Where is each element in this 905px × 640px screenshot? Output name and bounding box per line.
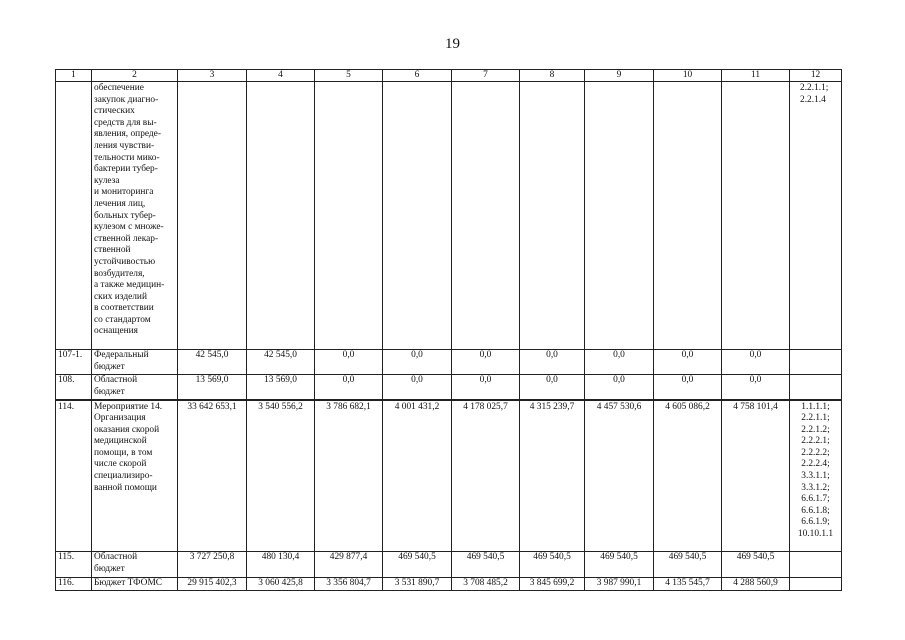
value-cell: 33 642 653,1 [178, 400, 247, 552]
value-cell: 4 135 545,7 [654, 578, 722, 591]
row-number: 114. [56, 400, 92, 552]
value-cell [247, 82, 315, 350]
header-cell: 8 [520, 70, 585, 82]
row-number: 107-1. [56, 350, 92, 375]
row-description: обеспечение закупок диагно- стических средств для вы- явления, опреде- ления чувстви- тельности мико- бактерии тубер- кулеза и мониторинга лечения лиц, больных тубер- кулезом с множе- ственной лекар- ственной устойчивостью возбудителя, а также медицин- ских изделий в соответствии со стандартом оснащения [92, 82, 178, 350]
value-cell: 42 545,0 [178, 350, 247, 375]
header-cell: 9 [585, 70, 654, 82]
indicator-codes [790, 350, 842, 375]
header-cell: 2 [92, 70, 178, 82]
table-row [56, 375, 842, 400]
header-cell: 10 [654, 70, 722, 82]
header-cell: 11 [722, 70, 790, 82]
value-cell: 469 540,5 [520, 552, 585, 578]
value-cell: 480 130,4 [247, 552, 315, 578]
value-cell: 4 178 025,7 [452, 400, 520, 552]
value-cell: 0,0 [654, 375, 722, 400]
row-number: 116. [56, 578, 92, 591]
indicator-codes: 2.2.1.1; 2.2.1.4 [790, 82, 842, 350]
header-cell: 7 [452, 70, 520, 82]
value-cell: 469 540,5 [722, 552, 790, 578]
value-cell [383, 82, 452, 350]
value-cell: 0,0 [520, 375, 585, 400]
value-cell: 0,0 [585, 350, 654, 375]
value-cell: 0,0 [722, 350, 790, 375]
value-cell: 4 315 239,7 [520, 400, 585, 552]
value-cell: 3 987 990,1 [585, 578, 654, 591]
indicator-codes [790, 578, 842, 591]
value-cell: 0,0 [315, 350, 383, 375]
table-row [56, 578, 842, 591]
value-cell: 0,0 [383, 350, 452, 375]
row-description: Областной бюджет [92, 552, 178, 578]
budget-table [55, 69, 842, 591]
header-cell: 4 [247, 70, 315, 82]
header-cell: 12 [790, 70, 842, 82]
value-cell: 3 727 250,8 [178, 552, 247, 578]
value-cell [520, 82, 585, 350]
value-cell [452, 82, 520, 350]
value-cell [585, 82, 654, 350]
value-cell: 0,0 [315, 375, 383, 400]
value-cell [315, 82, 383, 350]
value-cell: 469 540,5 [383, 552, 452, 578]
value-cell: 3 356 804,7 [315, 578, 383, 591]
value-cell: 4 001 431,2 [383, 400, 452, 552]
indicator-codes [790, 552, 842, 578]
table-row [56, 552, 842, 578]
value-cell: 0,0 [654, 350, 722, 375]
header-cell: 3 [178, 70, 247, 82]
value-cell: 13 569,0 [178, 375, 247, 400]
value-cell: 469 540,5 [452, 552, 520, 578]
row-description: Мероприятие 14. Организация оказания скорой медицинской помощи, в том числе скорой специализиро- ванной помощи [92, 400, 178, 552]
header-cell: 5 [315, 70, 383, 82]
row-description: Федеральный бюджет [92, 350, 178, 375]
value-cell: 13 569,0 [247, 375, 315, 400]
value-cell: 0,0 [452, 375, 520, 400]
value-cell: 0,0 [722, 375, 790, 400]
value-cell: 469 540,5 [585, 552, 654, 578]
indicator-codes: 1.1.1.1; 2.2.1.1; 2.2.1.2; 2.2.2.1; 2.2.2.2; 2.2.2.4; 3.3.1.1; 3.3.1.2; 6.6.1.7; 6.6.1.8; 6.6.1.9; 10.10.1.1 [790, 400, 842, 552]
page-number: 19 [445, 36, 460, 52]
value-cell: 3 845 699,2 [520, 578, 585, 591]
value-cell [722, 82, 790, 350]
row-number: 115. [56, 552, 92, 578]
value-cell: 429 877,4 [315, 552, 383, 578]
table-row [56, 400, 842, 552]
header-cell: 1 [56, 70, 92, 82]
value-cell: 3 531 890,7 [383, 578, 452, 591]
value-cell: 4 758 101,4 [722, 400, 790, 552]
value-cell: 4 605 086,2 [654, 400, 722, 552]
row-description: Бюджет ТФОМС [92, 578, 178, 591]
value-cell: 4 457 530,6 [585, 400, 654, 552]
row-number: 108. [56, 375, 92, 400]
value-cell: 29 915 402,3 [178, 578, 247, 591]
header-cell: 6 [383, 70, 452, 82]
table-row [56, 82, 842, 350]
value-cell: 3 540 556,2 [247, 400, 315, 552]
value-cell: 469 540,5 [654, 552, 722, 578]
value-cell: 0,0 [383, 375, 452, 400]
value-cell: 0,0 [520, 350, 585, 375]
value-cell: 3 060 425,8 [247, 578, 315, 591]
value-cell [654, 82, 722, 350]
value-cell: 3 786 682,1 [315, 400, 383, 552]
indicator-codes [790, 375, 842, 400]
value-cell: 42 545,0 [247, 350, 315, 375]
table-row [56, 350, 842, 375]
row-number [56, 82, 92, 350]
header-row [56, 70, 842, 82]
value-cell: 4 288 560,9 [722, 578, 790, 591]
row-description: Областной бюджет [92, 375, 178, 400]
value-cell: 3 708 485,2 [452, 578, 520, 591]
value-cell [178, 82, 247, 350]
value-cell: 0,0 [585, 375, 654, 400]
value-cell: 0,0 [452, 350, 520, 375]
